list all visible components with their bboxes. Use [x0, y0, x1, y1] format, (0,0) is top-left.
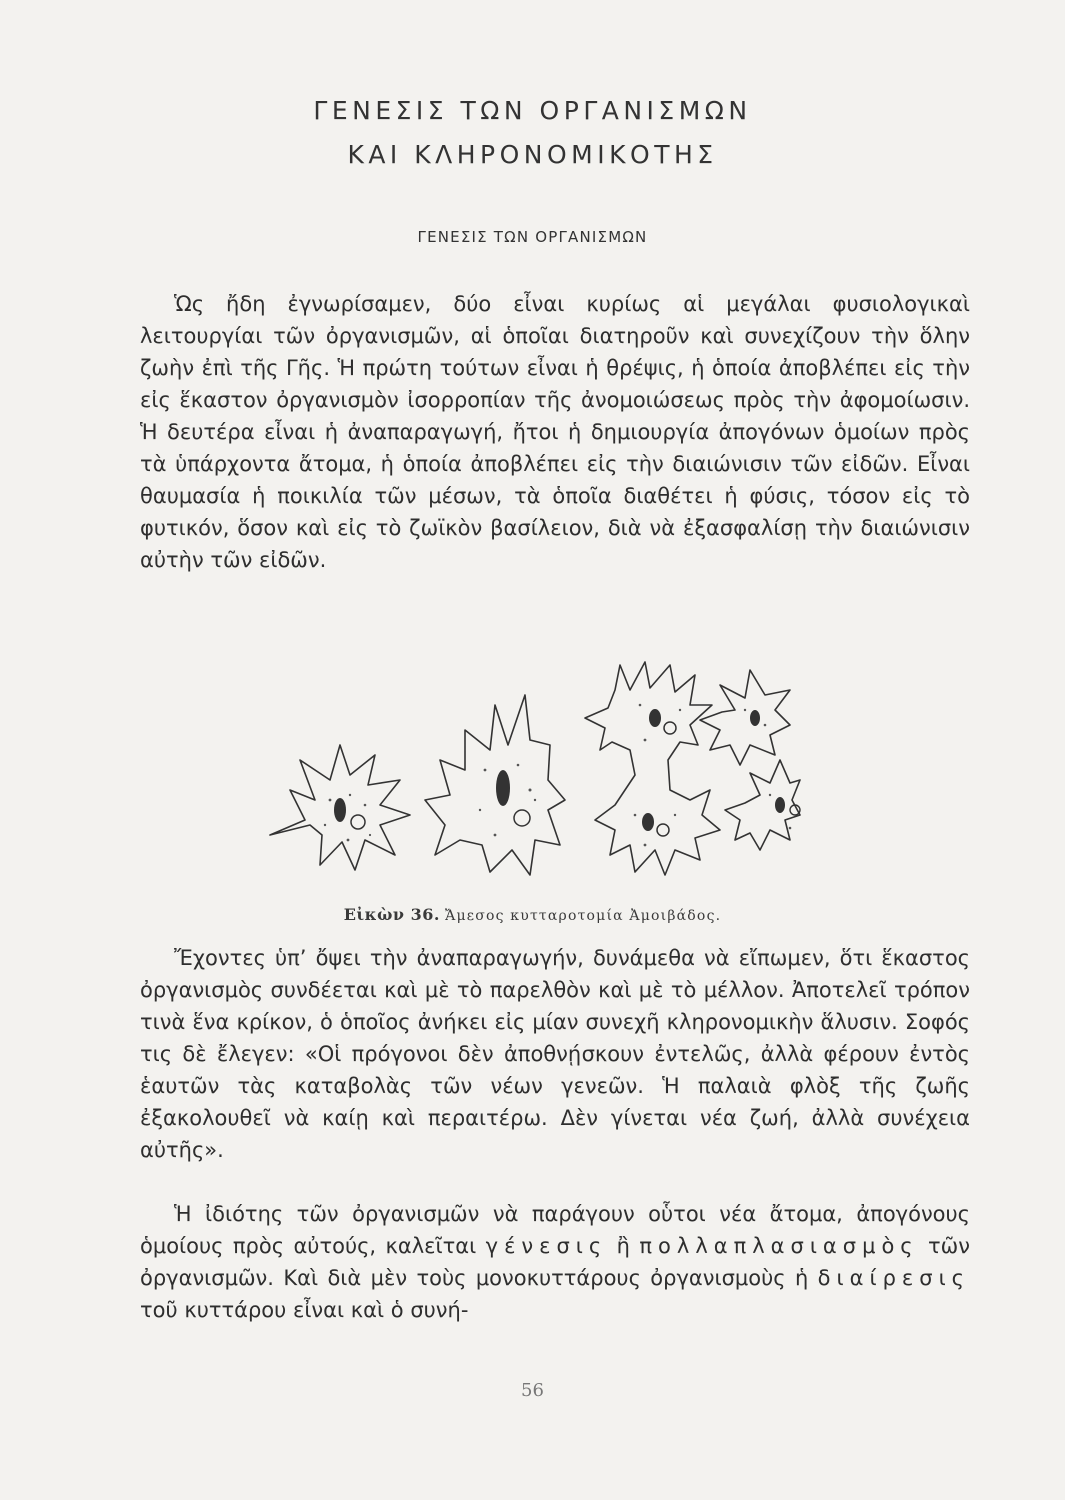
- paragraph-2: Ἔχοντες ὑπ’ ὄψει τὴν ἀναπαραγωγήν, δυνάμεθα νὰ εἴπωμεν, ὅτι ἕκαστος ὀργανισμὸς συνδέεται καὶ μὲ τὸ παρελθὸν καὶ μὲ τὸ μέλλον. Ἀποτελεῖ τρόπον τινὰ ἕνα κρίκον, ὁ ὁποῖος ἀνήκει εἰς μίαν συνεχῆ κληρονομικὴν ἅλυσιν. Σοφός τις δὲ ἔλεγεν: «Οἱ πρόγονοι δὲν ἀποθνῄσκουν ἐντελῶς, ἀλλὰ φέρουν ἐντὸς ἑαυτῶν τὰς καταβολὰς τῶν νέων γενεῶν. Ἡ παλαιὰ φλὸξ τῆς ζωῆς ἐξακολουθεῖ νὰ καίῃ καὶ περαιτέρω. Δὲν γίνεται νέα ζωή, ἀλλὰ συνέχεια αὐτῆς».: [140, 946, 970, 1162]
- chapter-title-line-2: ΚΑΙ ΚΛΗΡΟΝΟΜΙΚΟΤΗΣ: [347, 140, 718, 169]
- page-number: 56: [521, 1380, 544, 1401]
- chapter-title-line-1: ΓΕΝΕΣΙΣ ΤΩΝ ΟΡΓΑΝΙΣΜΩΝ: [313, 96, 752, 125]
- paragraph-3-part-1: Ἡ ἰδιότης τῶν ὀργανισμῶν νὰ παράγουν οὗτοι νέα ἄτομα, ἀπογόνους ὁμοίους πρὸς αὐτούς, καλεῖται: [140, 1202, 970, 1258]
- amoeba-division-illustration: [250, 650, 810, 890]
- figure-caption-text: Ἄμεσος κυτταροτομία Ἀμοιβάδος.: [445, 908, 722, 924]
- figure-caption-label: Εἰκὼν 36.: [343, 905, 440, 924]
- term-genesis: γένεσις: [485, 1234, 608, 1258]
- figure-caption: [0, 905, 1065, 924]
- paragraph-3-part-4: τοῦ κυττάρου εἶναι καὶ ὁ συνή-: [140, 1298, 469, 1322]
- paragraph-1: Ὡς ἤδη ἐγνωρίσαμεν, δύο εἶναι κυρίως αἱ μεγάλαι φυσιολογικαὶ λειτουργίαι τῶν ὀργανισμῶν, αἱ ὁποῖαι διατηροῦν καὶ συνεχίζουν τὴν ὅλην ζωὴν ἐπὶ τῆς Γῆς. Ἡ πρώτη τούτων εἶναι ἡ θρέψις, ἡ ὁποία ἀποβλέπει εἰς τὴν εἰς ἕκαστον ὀργανισμὸν ἰσορροπίαν τῆς ἀνομοιώσεως πρὸς τὴν ἀφομοίωσιν. Ἡ δευτέρα εἶναι ἡ ἀναπαραγωγή, ἤτοι ἡ δημιουργία ἀπογόνων ὁμοίων πρὸς τὰ ὑπάρχοντα ἄτομα, ἡ ὁποία ἀποβλέπει εἰς τὴν διαιώνισιν τῶν εἰδῶν. Εἶναι θαυμασία ἡ ποικιλία τῶν μέσων, τὰ ὁποῖα διαθέτει ἡ φύσις, τόσον εἰς τὸ φυτικόν, ὅσον καὶ εἰς τὸ ζωϊκὸν βασίλειον, διὰ νὰ ἐξασφαλίσῃ τὴν διαιώνισιν αὐτὴν τῶν εἰδῶν.: [140, 292, 970, 572]
- paragraph-3-part-2: ἢ: [607, 1234, 640, 1258]
- paragraph-3: [140, 1198, 970, 1326]
- paragraph-3-part-3: τῶν ὀργανισμῶν. Καὶ διὰ μὲν τοὺς μονοκυττάρους ὀργανισμοὺς ἡ: [140, 1234, 971, 1290]
- term-pollaplasiasmos: πολλαπλασιασμὸς: [639, 1234, 919, 1258]
- section-subtitle: ΓΕΝΕΣΙΣ ΤΩΝ ΟΡΓΑΝΙΣΜΩΝ: [417, 228, 648, 246]
- term-diairesis: διαίρεσις: [817, 1266, 970, 1290]
